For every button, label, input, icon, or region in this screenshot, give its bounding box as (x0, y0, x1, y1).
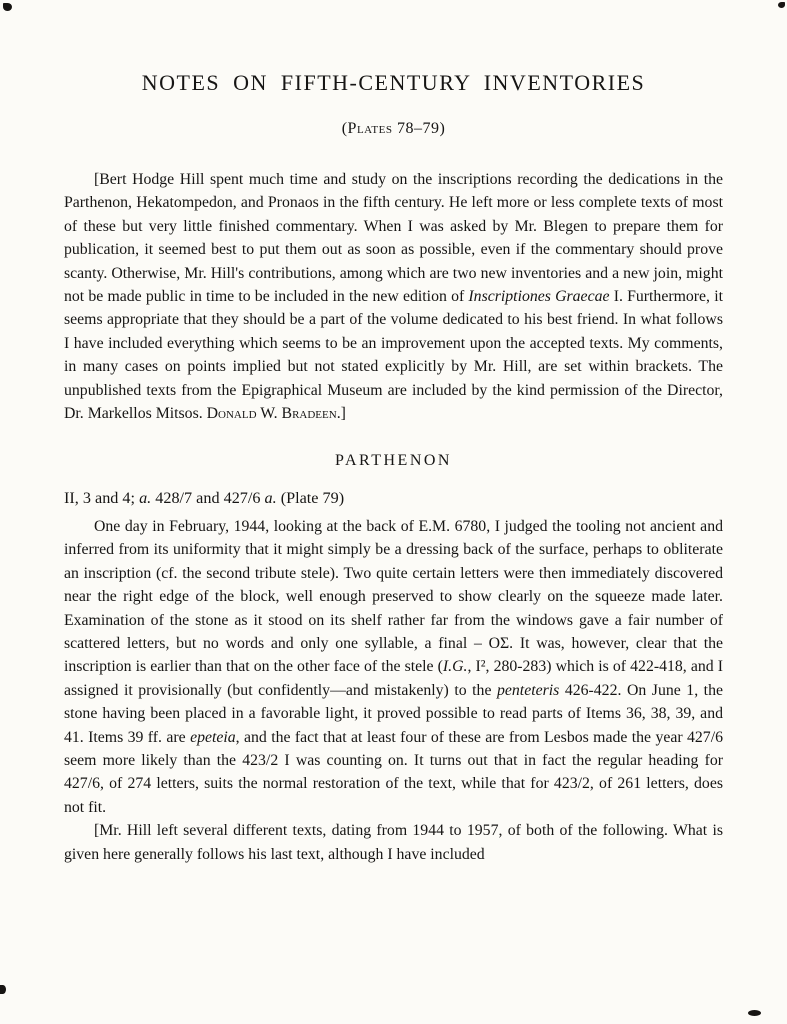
scan-artifact-bottom-left (0, 985, 6, 994)
page-title: NOTES ON FIFTH-CENTURY INVENTORIES (141, 70, 646, 95)
text-segment: (Plate 79) (276, 489, 345, 508)
text-segment: I. Furthermore, it seems appropriate that they should be a part of the volume dedicated to his best friend. In what follows I have included everything which seems to be an improvement upon the accepted texts. My comments, in many cases on points implied but not stated explicitly by Mr. Hill, are set within brackets. The unpublished texts from the Epigraphical Museum are included by the kind permission of the Director, Dr. Markellos Mitsos. (64, 288, 723, 423)
parthenon-paragraph-2 (64, 819, 723, 866)
text-segment: [Bert Hodge Hill spent much time and study on the inscriptions recording the dedications in the Parthenon, Hekatompedon, and Pronaos in the fifth century. He left more or less complete texts of most of these but very little finished commentary. When I was asked by Mr. Blegen to prepare them for publication, it seemed best to put them out as soon as possible, even if the commentary should prove scanty. Otherwise, Mr. Hill's contributions, among which are two new inventories and a new join, might not be made public in time to be included in the new edition of (64, 171, 723, 306)
text-segment: One day in February, 1944, looking at the back of E.M. 6780, I judged the tooling not ancient and inferred from its uniformity that it might simply be a dressing back of the surface, perhaps to obliterate an inscription (cf. the second tribute stele). Two quite certain letters were then immediately discovered near the right edge of the block, well enough preserved to show clearly on the squeeze made later. Examination of the stone as it stood on its shelf rather far from the windows gave a fair number of scattered letters, but no words and only one syllable, a final – ΟΣ. It was, however, clear that the inscription is earlier than that on the other face of the stele ( (64, 517, 723, 676)
text-segment: a. (139, 489, 152, 508)
text-segment: penteteris (497, 681, 560, 699)
text-segment: .] (336, 405, 346, 423)
text-segment: I.G. (442, 658, 468, 676)
text-segment: 426-422. On June 1, the stone having been placed in a favorable light, it proved possible to read parts of Items 36, 38, 39, and 41. Items 39 ff. are (64, 681, 723, 746)
page-content (64, 0, 723, 866)
text-segment: a. (264, 489, 277, 508)
text-segment: II, 3 and 4; (64, 489, 140, 508)
editors-note-paragraph (64, 168, 723, 425)
section-heading-parthenon: PARTHENON (335, 452, 452, 470)
text-segment: , I², 280-283) which is of 422-418, and I assigned it provisionally (but confidently—and mistakenly) to the (64, 658, 723, 699)
text-segment: 428/7 and 427/6 (151, 489, 265, 508)
text-segment: epeteia (190, 728, 236, 746)
text-segment: Donald W. Bradeen (206, 405, 337, 423)
text-segment: Inscriptiones Graecae (468, 288, 610, 306)
plates-subtitle: (Plates 78–79) (341, 120, 446, 137)
text-segment: , and the fact that at least four of these are from Lesbos made the year 427/6 seem more likely than the 423/2 I was counting on. It turns out that in fact the regular heading for 427/6, of 274 letters, suits the normal restoration of the text, while that for 423/2, of 261 letters, does not fit. (64, 728, 723, 816)
item-heading (64, 487, 723, 510)
scan-artifact-top-left (3, 3, 12, 11)
text-segment: [Mr. Hill left several different texts, dating from 1944 to 1957, of both of the following. What is given here generally follows his last text, although I have included (64, 822, 723, 863)
parthenon-paragraph-1 (64, 515, 723, 819)
scan-artifact-bottom-right (748, 1010, 761, 1016)
scan-artifact-top-right (778, 2, 785, 8)
